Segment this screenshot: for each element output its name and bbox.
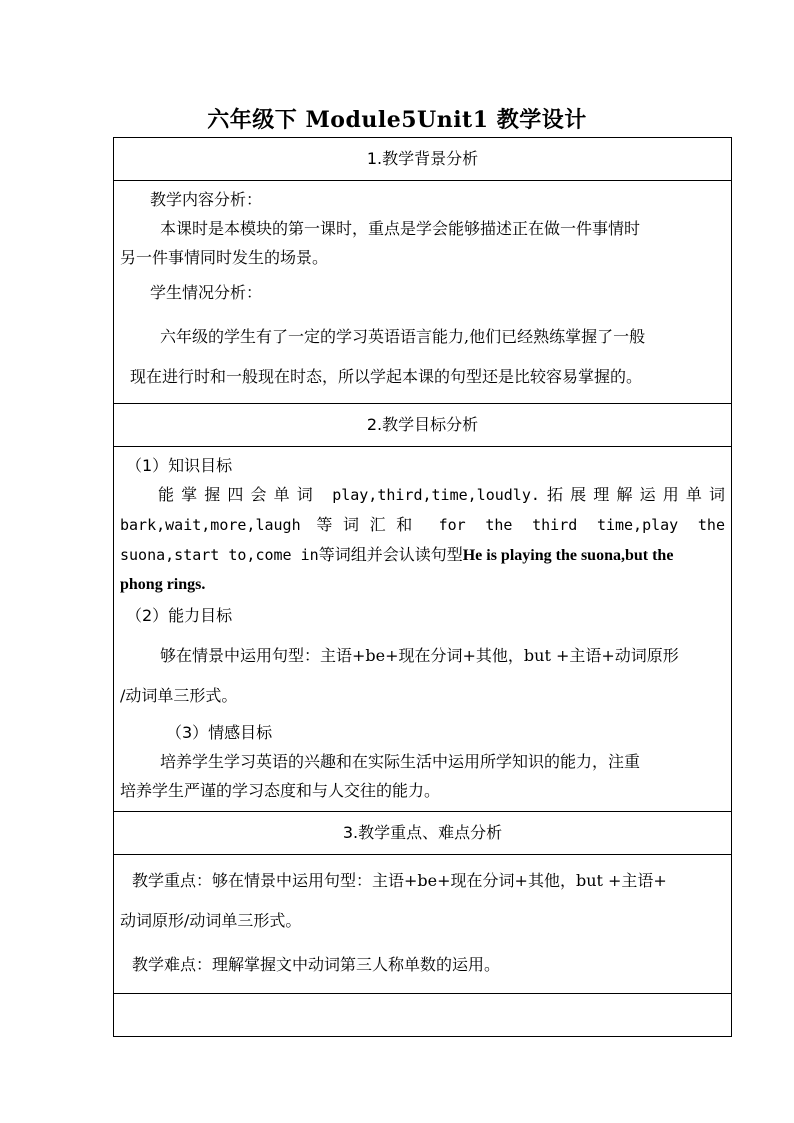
ability-goal-line2: /动词单三形式。 [120,686,238,705]
student-analysis-line2: 现在进行时和一般现在时态，所以学起本课的句型还是比较容易掌握的。 [130,367,643,386]
knowledge-line3-part-a: suona,start to,come in [120,546,319,564]
section2-header [114,404,732,447]
section3-header-text: 3.教学重点、难点分析 [342,823,503,842]
knowledge-goal-line2 [120,510,725,540]
knowledge-goal-line4: phong rings. [120,576,206,593]
emotion-goal-line2: 培养学生严谨的学习态度和与人交往的能力。 [120,781,441,800]
student-analysis-label: 学生情况分析： [150,283,263,302]
knowledge-goal-line1 [120,480,725,510]
knowledge-line1-part-b: play,third,time,loudly. [332,486,540,504]
knowledge-line1-part-c: 拓展理解运用单词 [539,485,725,504]
key-point-label: 教学重点 [132,871,197,890]
section1-header [114,138,732,181]
difficult-point-label: 教学难点 [132,955,197,974]
section2-body [114,447,732,812]
section1-header-text: 1.教学背景分析 [366,149,479,168]
key-point-line2: 动词原形/动词单三形式。 [120,911,302,930]
difficult-point-line [120,945,725,985]
empty-row [114,994,732,1037]
key-point-line1 [120,861,725,901]
content-analysis-line2: 另一件事情同时发生的场景。 [120,248,329,267]
emotion-goal-line1: 培养学生学习英语的兴趣和在实际生活中运用所学知识的能力，注重 [160,752,641,771]
section1-body [114,181,732,404]
content-analysis-line1: 本课时是本模块的第一课时，重点是学会能够描述正在做一件事情时 [160,219,641,238]
student-analysis-line1: 六年级的学生有了一定的学习英语语言能力,他们已经熟练掌握了一般 [160,327,646,346]
knowledge-goal-line3 [120,540,725,570]
ability-goal-line1: 够在情景中运用句型：主语+be+现在分词+其他，but +主语+动词原形 [160,646,679,665]
knowledge-line3-part-b: 等词组并会认读句型 [318,545,463,564]
section3-header [114,812,732,855]
knowledge-line2-part-c: for the third time,play the [438,516,725,534]
key-point-text: ：够在情景中运用句型：主语+be+现在分词+其他，but +主语+ [196,871,667,890]
knowledge-line2-part-a: bark,wait,more,laugh [120,516,301,534]
difficult-point-text: ：理解掌握文中动词第三人称单数的运用。 [196,955,501,974]
document-title: 六年级下 Module5Unit1 教学设计 [207,107,587,133]
knowledge-line2-part-b: 等词汇和 [316,515,423,534]
content-analysis-label: 教学内容分析： [150,190,263,209]
ability-goal-label: （2）能力目标 [126,606,233,625]
knowledge-goal-label: （1）知识目标 [126,456,233,475]
section3-body [114,855,732,994]
knowledge-line1-part-a: 能掌握四会单词 [158,485,320,504]
lesson-plan-table [113,137,732,1037]
knowledge-line3-part-c: He is playing the suona,but the [462,547,674,564]
section2-header-text: 2.教学目标分析 [366,415,479,434]
emotion-goal-label: （3）情感目标 [166,723,273,742]
